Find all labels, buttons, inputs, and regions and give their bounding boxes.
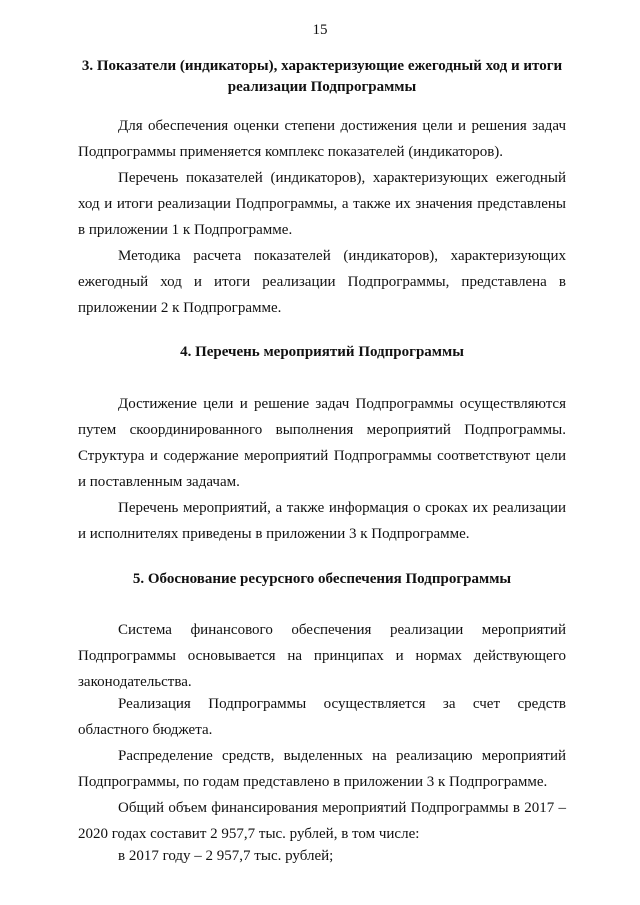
section-3-heading: 3. Показатели (индикаторы), характеризующие ежегодный ход и итоги реализации Подпрограммы xyxy=(81,58,563,95)
section-5-paragraph-3: Распределение средств, выделенных на реализацию мероприятий Подпрограммы, по годам представлено в приложении 3 к Подпрограмме. xyxy=(78,748,566,790)
section-5-paragraph-5: в 2017 году – 2 957,7 тыс. рублей; xyxy=(118,848,334,864)
section-3-paragraph-3: Методика расчета показателей (индикаторов), характеризующих ежегодный ход и итоги реализации Подпрограммы, представлена в приложении 2 к Подпрограмме. xyxy=(78,248,566,316)
section-5-paragraph-1: Система финансового обеспечения реализации мероприятий Подпрограммы основывается на принципах и нормах действующего законодательства. xyxy=(78,622,566,690)
section-5-paragraph-2: Реализация Подпрограммы осуществляется за счет средств областного бюджета. xyxy=(78,696,566,738)
section-4-paragraph-2: Перечень мероприятий, а также информация о сроках их реализации и исполнителях приведены в приложении 3 к Подпрограмме. xyxy=(78,500,566,542)
section-5-paragraph-4: Общий объем финансирования мероприятий Подпрограммы в 2017 – 2020 годах составит 2 957,7 тыс. рублей, в том числе: xyxy=(78,800,566,842)
section-5-heading: 5. Обоснование ресурсного обеспечения Подпрограммы xyxy=(132,571,512,587)
section-3-paragraph-2: Перечень показателей (индикаторов), характеризующих ежегодный ход и итоги реализации Подпрограммы, а также их значения представлены в приложении 1 к Подпрограмме. xyxy=(78,170,566,238)
section-4-paragraph-1: Достижение цели и решение задач Подпрограммы осуществляются путем скоординированного выполнения мероприятий Подпрограммы. Структура и содержание мероприятий Подпрограммы соответствуют цели и поставленным задачам. xyxy=(78,396,566,490)
section-3-paragraph-1: Для обеспечения оценки степени достижения цели и решения задач Подпрограммы применяется комплекс показателей (индикаторов). xyxy=(78,118,566,160)
page-number: 15 xyxy=(312,22,328,38)
section-4-heading: 4. Перечень мероприятий Подпрограммы xyxy=(180,344,464,360)
